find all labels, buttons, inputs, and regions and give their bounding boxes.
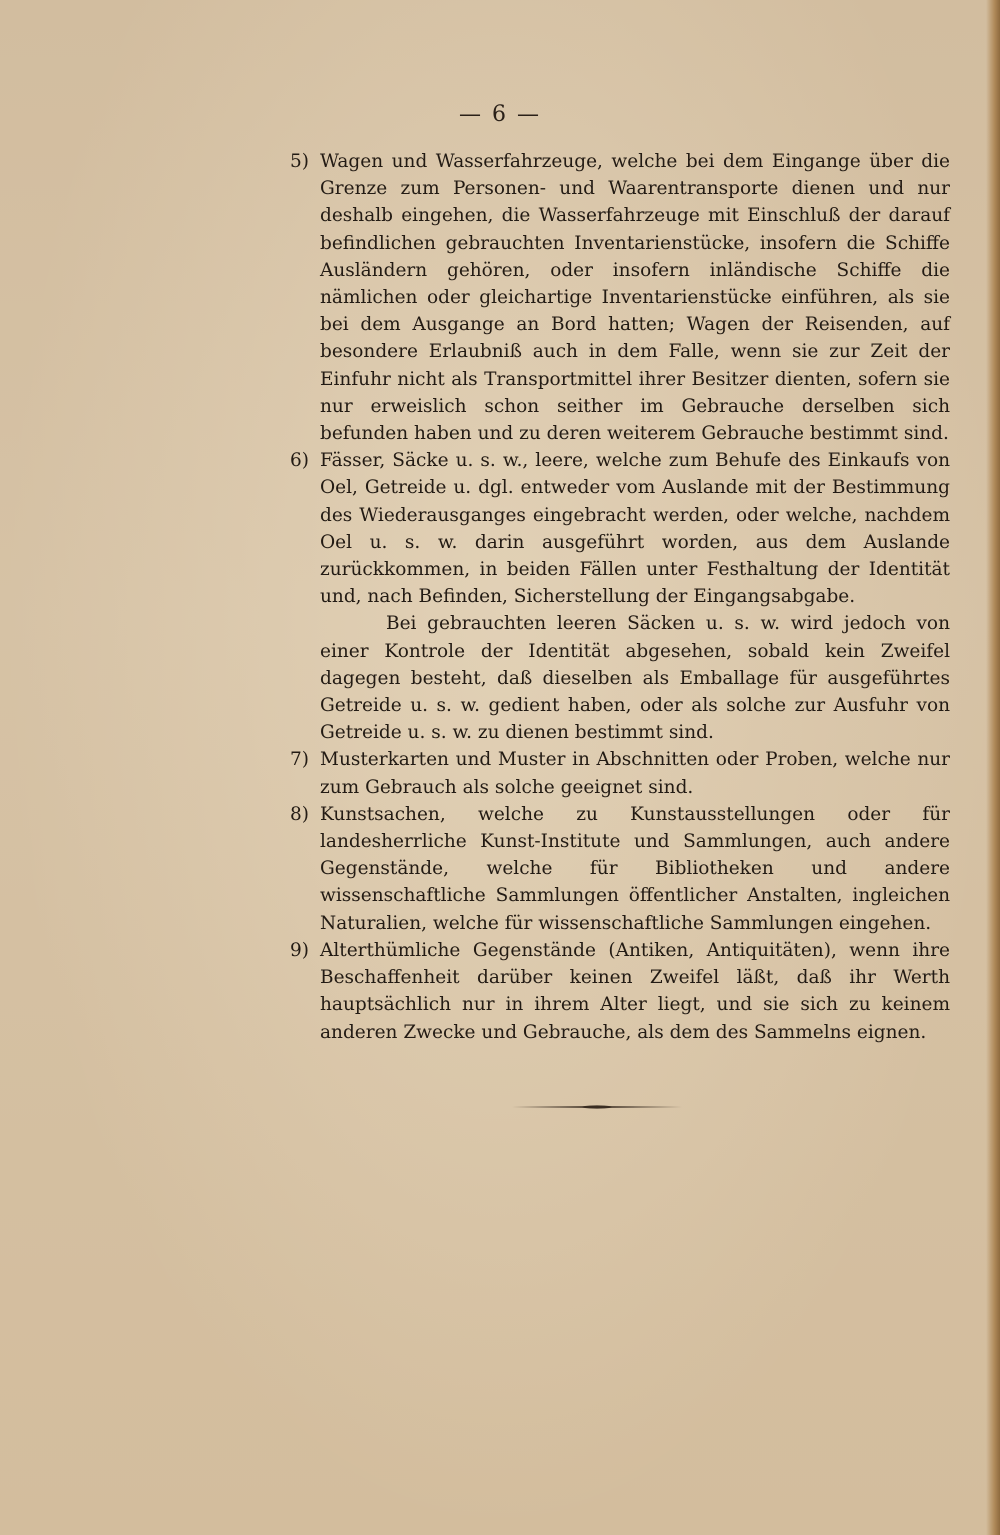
item-number: 8): [290, 803, 309, 825]
list-item-7: [290, 746, 950, 800]
item-text: Fässer, Säcke u. s. w., leere, welche zum Behufe des Einkaufs von Oel, Getreide u. dgl. entweder vom Auslande mit der Bestimmung des Wiederausganges eingebracht werden, oder welche, nachdem Oel u. s. w. darin ausgeführt worden, aus dem Auslande zurückkommen, in beiden Fällen unter Festhaltung der Identität und, nach Befinden, Sicherstellung der Eingangsabgabe.: [320, 450, 950, 608]
list-item-9: [290, 937, 950, 1046]
item-text: Musterkarten und Muster in Abschnitten oder Proben, welche nur zum Gebrauch als solche geeignet sind.: [320, 749, 950, 798]
list-item-8: [290, 801, 950, 937]
item-text: Alterthümliche Gegenstände (Antiken, Antiquitäten), wenn ihre Beschaffenheit darüber keinen Zweifel läßt, daß ihr Werth hauptsächlich nur in ihrem Alter liegt, und sie sich zu keinem anderen Zwecke und Gebrauche, als dem des Sammelns eignen.: [320, 939, 950, 1043]
closing-rule: [512, 1104, 682, 1107]
item-number: 6): [290, 450, 309, 472]
paragraph: Bei gebrauchten leeren Säcken u. s. w. wird jedoch von einer Kontrole der Identität abgesehen, sobald kein Zweifel dagegen besteht, daß dieselben als Emballage für ausgeführtes Getreide u. s. w. gedient haben, oder als solche zur Ausfuhr von Getreide u. s. w. zu dienen bestimmt sind.: [320, 613, 950, 744]
item-number: 9): [290, 939, 309, 961]
list-item-6-continuation: [290, 610, 950, 746]
page-number: — 6 —: [459, 102, 541, 127]
body-text: [290, 148, 950, 1046]
page-edge: [986, 0, 1000, 1535]
item-text: Kunstsachen, welche zu Kunstausstellungen oder für landesherrliche Kunst-Institute und Sammlungen, auch andere Gegenstände, welche für Bibliotheken und andere wissenschaftliche Sammlungen öffentlicher Anstalten, ingleichen Naturalien, welche für wissenschaftliche Sammlungen eingehen.: [320, 803, 950, 934]
list-item-5: [290, 148, 950, 447]
item-number: 7): [290, 749, 309, 771]
item-number: 5): [290, 151, 309, 172]
item-text: Wagen und Wasserfahrzeuge, welche bei dem Eingange über die Grenze zum Personen- und Waarentransporte dienen und nur deshalb eingehen, die Wasserfahrzeuge mit Einschluß der darauf befindlichen gebrauchten Inventarienstücke, insofern die Schiffe Ausländern gehören, oder insofern inländische Schiffe die nämlichen oder gleichartige Inventarienstücke einführen, als sie bei dem Ausgange an Bord hatten; Wagen der Reisenden, auf besondere Erlaubniß auch in dem Falle, wenn sie zur Zeit der Einfuhr nicht als Transportmittel ihrer Besitzer dienten, sofern sie nur erweislich schon seither im Gebrauche derselben sich befunden haben und zu deren weiterem Gebrauche bestimmt sind.: [320, 151, 950, 445]
list-item-6: [290, 447, 950, 610]
